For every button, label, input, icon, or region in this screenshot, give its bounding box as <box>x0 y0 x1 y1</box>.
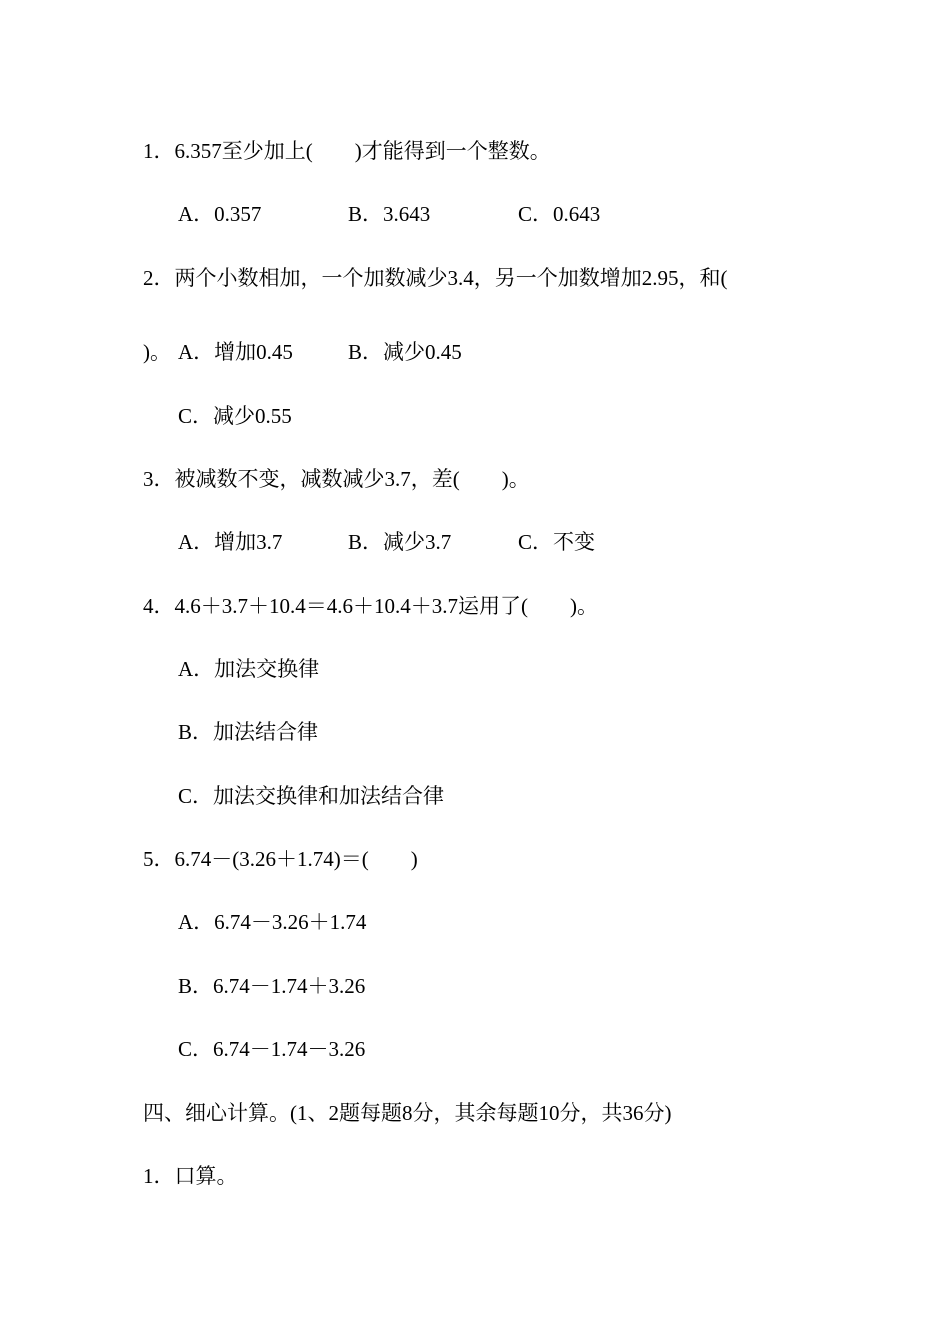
question-4-option-a: A．加法交换律 <box>178 657 320 681</box>
question-1-option-a: A．0.357 <box>178 202 262 226</box>
question-5-option-b: B．6.74－1.74＋3.26 <box>178 974 366 998</box>
question-5-stem: 5．6.74－(3.26＋1.74)＝( ) <box>143 847 418 871</box>
question-3-stem: 3．被减数不变，减数减少3.7，差( )。 <box>143 467 530 491</box>
question-1-option-b: B．3.643 <box>348 202 431 226</box>
question-5-option-c: C．6.74－1.74－3.26 <box>178 1037 366 1061</box>
question-2-stem-continuation: )。 <box>143 340 171 364</box>
question-2-option-b: B．减少0.45 <box>348 340 462 364</box>
question-4-stem: 4．4.6＋3.7＋10.4＝4.6＋10.4＋3.7运用了( )。 <box>143 594 598 618</box>
question-2-stem: 2．两个小数相加，一个加数减少3.4，另一个加数增加2.95，和( <box>143 266 728 290</box>
question-5-option-a: A．6.74－3.26＋1.74 <box>178 910 367 934</box>
question-1-stem: 1．6.357至少加上( )才能得到一个整数。 <box>143 139 551 163</box>
section-4-heading: 四、细心计算。(1、2题每题8分，其余每题10分，共36分) <box>143 1101 672 1125</box>
question-1-option-c: C．0.643 <box>518 202 601 226</box>
question-3-option-c: C．不变 <box>518 530 596 554</box>
section-4-item-1: 1．口算。 <box>143 1164 238 1188</box>
question-4-option-b: B．加法结合律 <box>178 720 319 744</box>
question-2-option-a: A．增加0.45 <box>178 340 293 364</box>
question-4-option-c: C．加法交换律和加法结合律 <box>178 784 445 808</box>
question-3-option-a: A．增加3.7 <box>178 530 283 554</box>
question-3-option-b: B．减少3.7 <box>348 530 452 554</box>
question-2-option-c: C．减少0.55 <box>178 404 292 428</box>
